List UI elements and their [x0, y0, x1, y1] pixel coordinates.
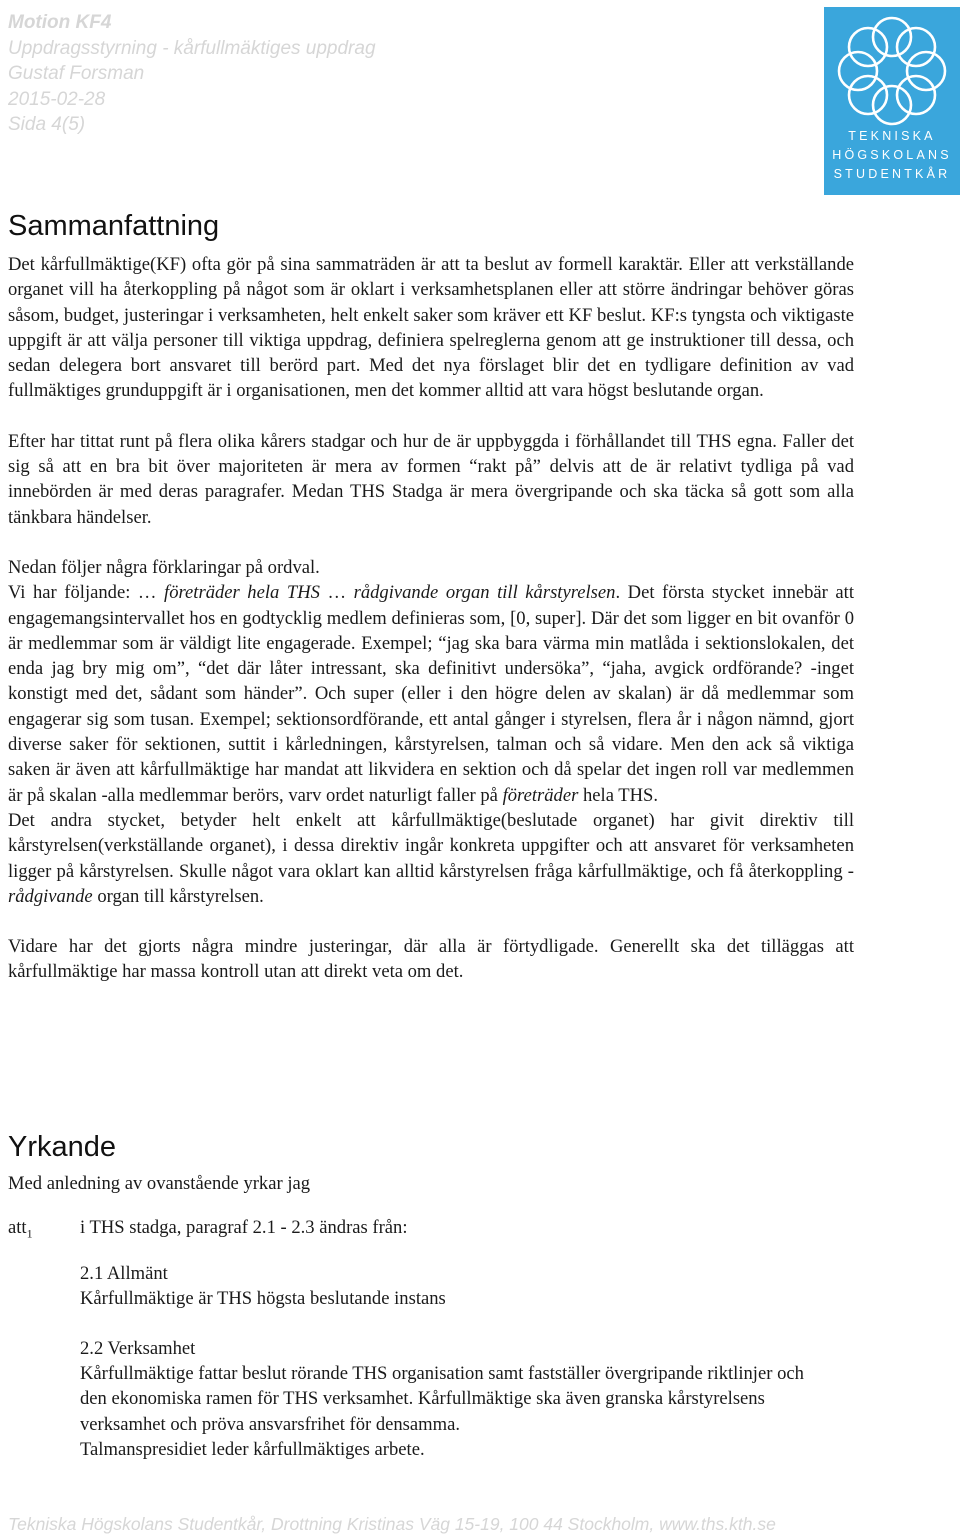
document-author: Gustaf Forsman — [8, 63, 145, 84]
summary-paragraph-6: Vidare har det gjorts några mindre justeringar, där alla är förtydligade. Generellt ska det tilläggas att kårfullmäktige har massa kontroll utan att direkt veta om det. — [8, 936, 854, 983]
section-2-1-text: Kårfullmäktige är THS högsta beslutande instans — [80, 1288, 446, 1309]
yrkande-heading: Yrkande — [8, 1131, 117, 1163]
summary-paragraph-3: Nedan följer några förklaringar på ordval. — [8, 556, 320, 578]
summary-paragraph-4: Vi har följande: … företräder hela THS … rådgivande organ till kårstyrelsen. Det första stycket innebär att engagemangsintervallet hos en godtycklig medlem definieras som, [0, super]. Där det som ligger en bit ovanför 0 är medlemmar som är väldigt lite engagerade. Exempel; “jag ska bara värma min matlåda i sektionslokalen, det enda jag bry mig om”, “det där låter intressant, ska definitivt undersöka”, “jaha, avgick ordförande? -inget konstigt med det, sådant som händer”. Och super (eller i den högre delen av skalan) är då medlemmar som engagerar sig som tusan. Exempel; sektionsordförande, ett antal gånger i styrelsen, flera år i någon nämnd, gjort diverse saker för sektionen, suttit i kårledningen, kårstyrelsen, talman och så vidare. Men den ack så viktiga saken är även att kårfullmäktige har mandat att likvidera en sektion och då spelar det ingen roll var medlemmen är på skalan -alla medlemmar berörs, varv ordet naturligt faller på företräder hela THS. — [8, 582, 854, 806]
page-footer: Tekniska Högskolans Studentkår, Drottning Kristinas Väg 15-19, 100 44 Stockholm, www.ths.kth.se — [8, 1514, 776, 1534]
summary-heading: Sammanfattning — [8, 210, 220, 242]
yrkande-intro: Med anledning av ovanstående yrkar jag — [8, 1173, 311, 1194]
summary-body — [8, 252, 854, 985]
att-text: i THS stadga, paragraf 2.1 - 2.3 ändras från: — [80, 1217, 408, 1238]
summary-paragraph-5: Det andra stycket, betyder helt enkelt att kårfullmäktige(beslutade organet) har givit direktiv till kårstyrelsen(verkställande organet), i dessa direktiv ingår konkreta uppgifter och att ansvaret för verksamheten ligger på kårstyrelsen. Skulle något vara oklart kan alltid kårstyrelsen fråga kårfullmäktige, och få återkoppling -rådgivande organ till kårstyrelsen. — [8, 809, 854, 907]
summary-paragraph-1: Det kårfullmäktige(KF) ofta gör på sina sammaträden är att ta beslut av formell karaktär. Eller att verkställande organet vill ha återkoppling på något som är oklart i verksamhetsplanen eller att större ändringar behöver göras såsom, budget, justeringar i verksamheten, helt enkelt saker som kräver ett KF beslut. KF:s tyngsta och viktigaste uppgift är att välja personer till viktiga uppdrag, definiera spelreglerna genom att ge instruktioner till dessa, och sedan delegera bort ansvaret till berörd part. Med det nya förslaget blir det en tydligare definition av vad fullmäktiges grunduppgift är i organisationen, men det kommer alltid att vara högst beslutande organ. — [8, 254, 854, 402]
logo-line-3: STUDENTKÅR — [833, 167, 951, 181]
logo-line-2: HÖGSKOLANS — [832, 148, 952, 162]
logo-line-1: TEKNISKA — [848, 129, 936, 143]
section-2-2-text: Kårfullmäktige fattar beslut rörande THS organisation samt fastställer övergripande riktlinjer och den ekonomiska ramen för THS verksamhet. Kårfullmäktige ska även granska kårstyrelsens verksamhet och pröva ansvarsfrihet för densamma. — [80, 1363, 804, 1435]
document-title: Motion KF4 — [8, 12, 112, 33]
page-number: Sida 4(5) — [8, 114, 86, 135]
section-2-2-text-2: Talmanspresidiet leder kårfullmäktiges arbete. — [80, 1439, 425, 1460]
ths-logo — [824, 7, 960, 195]
section-2-2-title: 2.2 Verksamhet — [80, 1338, 196, 1359]
section-2-1-title: 2.1 Allmänt — [80, 1263, 168, 1284]
document-subtitle: Uppdragsstyrning - kårfullmäktiges uppdrag — [8, 37, 376, 59]
summary-paragraph-2: Efter har tittat runt på flera olika kårers stadgar och hur de är uppbyggda i förhållandet till THS egna. Faller det sig så att en bra bit över majoriteten är mera av formen “rakt på” delvis att de är relativt tydliga på vad innebörden är med deras paragrafer. Medan THS Stadga är mera övergripande och ska täcka så gott som alla tänkbara händelser. — [8, 430, 854, 528]
att-label: att$_1$ — [8, 1217, 33, 1241]
document-date: 2015-02-28 — [8, 88, 106, 110]
page-header — [8, 10, 628, 138]
